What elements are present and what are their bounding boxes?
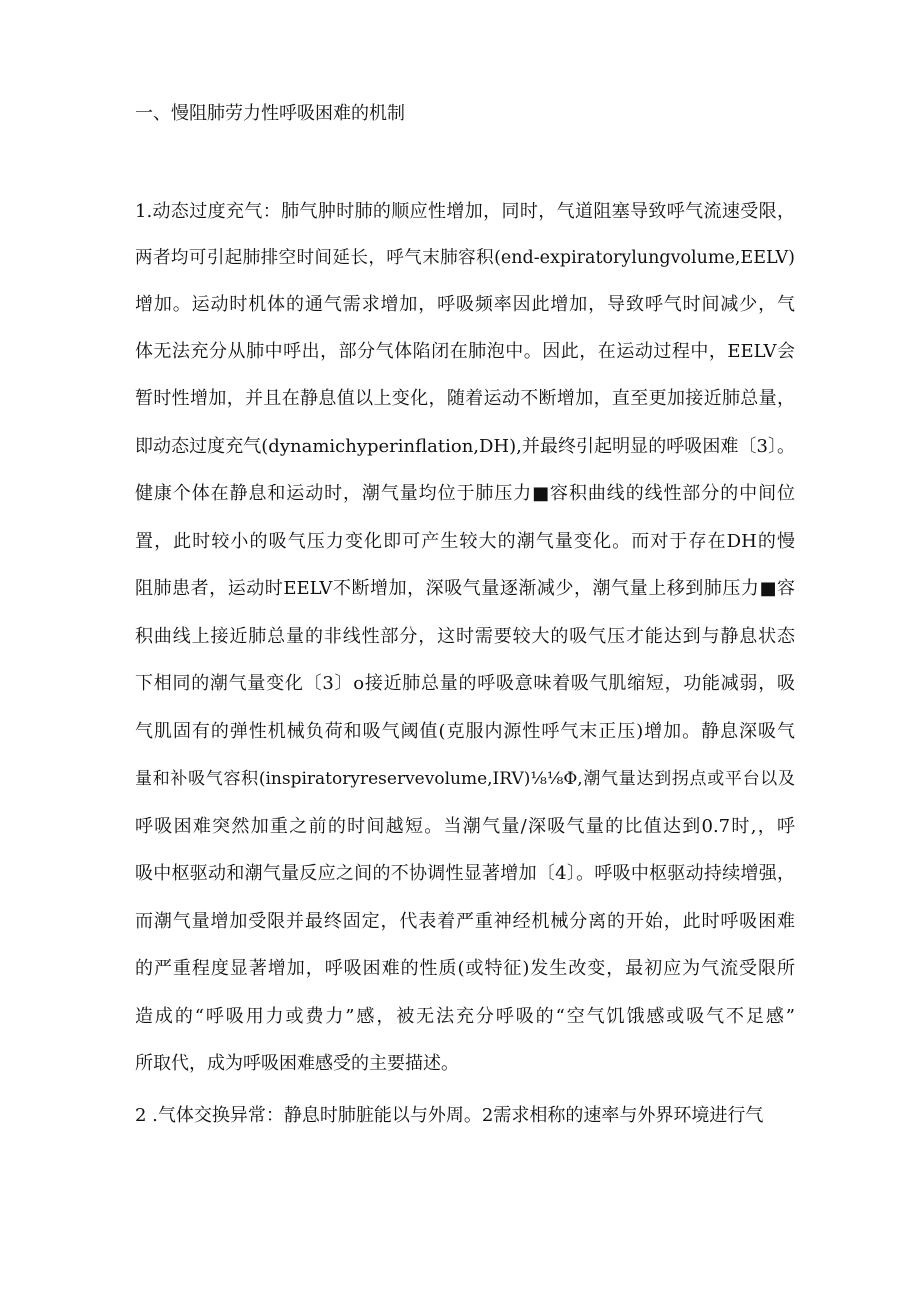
paragraph-line: 2 .气体交换异常：静息时肺脏能以与外周。2需求相称的速率与外界环境进行气	[135, 1105, 764, 1126]
paragraph-line: 体无法充分从肺中呼出，部分气体陷闭在肺泡中。因此，在运动过程中，EELV会	[135, 341, 795, 362]
paragraph-line: 置，此时较小的吸气压力变化即可产生较大的潮气量变化。而对于存在DH的慢	[135, 531, 795, 552]
paragraph-line: 1.动态过度充气：肺气肿时肺的顺应性增加，同时，气道阻塞导致呼气流速受限，	[135, 201, 795, 222]
paragraph-line: 暂时性增加，并且在静息值以上变化，随着运动不断增加，直至更加接近肺总量，	[135, 388, 795, 409]
paragraph-line: 量和补吸气容积(inspiratoryreservevolume,IRV)⅛⅛Φ,潮气量达到拐点或平台以及	[135, 769, 795, 789]
paragraph-line: 所取代，成为呼吸困难感受的主要描述。	[135, 1053, 459, 1074]
paragraph-line: 气肌固有的弹性机械负荷和吸气阈值(克服内源性呼气末正压)增加。静息深吸气	[135, 721, 795, 742]
paragraph-line: 下相同的潮气量变化〔3〕o接近肺总量的呼吸意味着吸气肌缩短，功能减弱，吸	[135, 673, 795, 694]
paragraph-line: 而潮气量增加受限并最终固定，代表着严重神经机械分离的开始，此时呼吸困难	[135, 911, 795, 932]
paragraph-line: 两者均可引起肺排空时间延长，呼气末肺容积(end-expiratorylungvolume,EELV)	[135, 248, 795, 268]
paragraph-line: 健康个体在静息和运动时，潮气量均位于肺压力■容积曲线的线性部分的中间位	[135, 483, 795, 504]
paragraph-line: 积曲线上接近肺总量的非线性部分，这时需要较大的吸气压才能达到与静息状态	[135, 626, 795, 647]
paragraph-line: 即动态过度充气(dynamichyperinflation,DH),并最终引起明显的呼吸困难〔3〕。	[135, 436, 795, 457]
paragraph-line: 吸中枢驱动和潮气量反应之间的不协调性显著增加〔4〕。呼吸中枢驱动持续增强，	[135, 863, 795, 884]
paragraph-line: 阻肺患者，运动时EELV不断增加，深吸气量逐渐减少，潮气量上移到肺压力■容	[135, 578, 795, 599]
paragraph-line: 的严重程度显著增加，呼吸困难的性质(或特征)发生改变，最初应为气流受限所	[135, 958, 795, 979]
paragraph-line: 造成的“呼吸用力或费力”感，被无法充分呼吸的“空气饥饿感或吸气不足感”	[135, 1006, 795, 1027]
paragraph-line: 增加。运动时机体的通气需求增加，呼吸频率因此增加，导致呼气时间减少，气	[135, 294, 795, 315]
paragraph-line: 呼吸困难突然加重之前的时间越短。当潮气量/深吸气量的比值达到0.7时,，呼	[135, 816, 795, 837]
section-heading: 一、慢阻肺劳力性呼吸困难的机制	[135, 103, 405, 124]
